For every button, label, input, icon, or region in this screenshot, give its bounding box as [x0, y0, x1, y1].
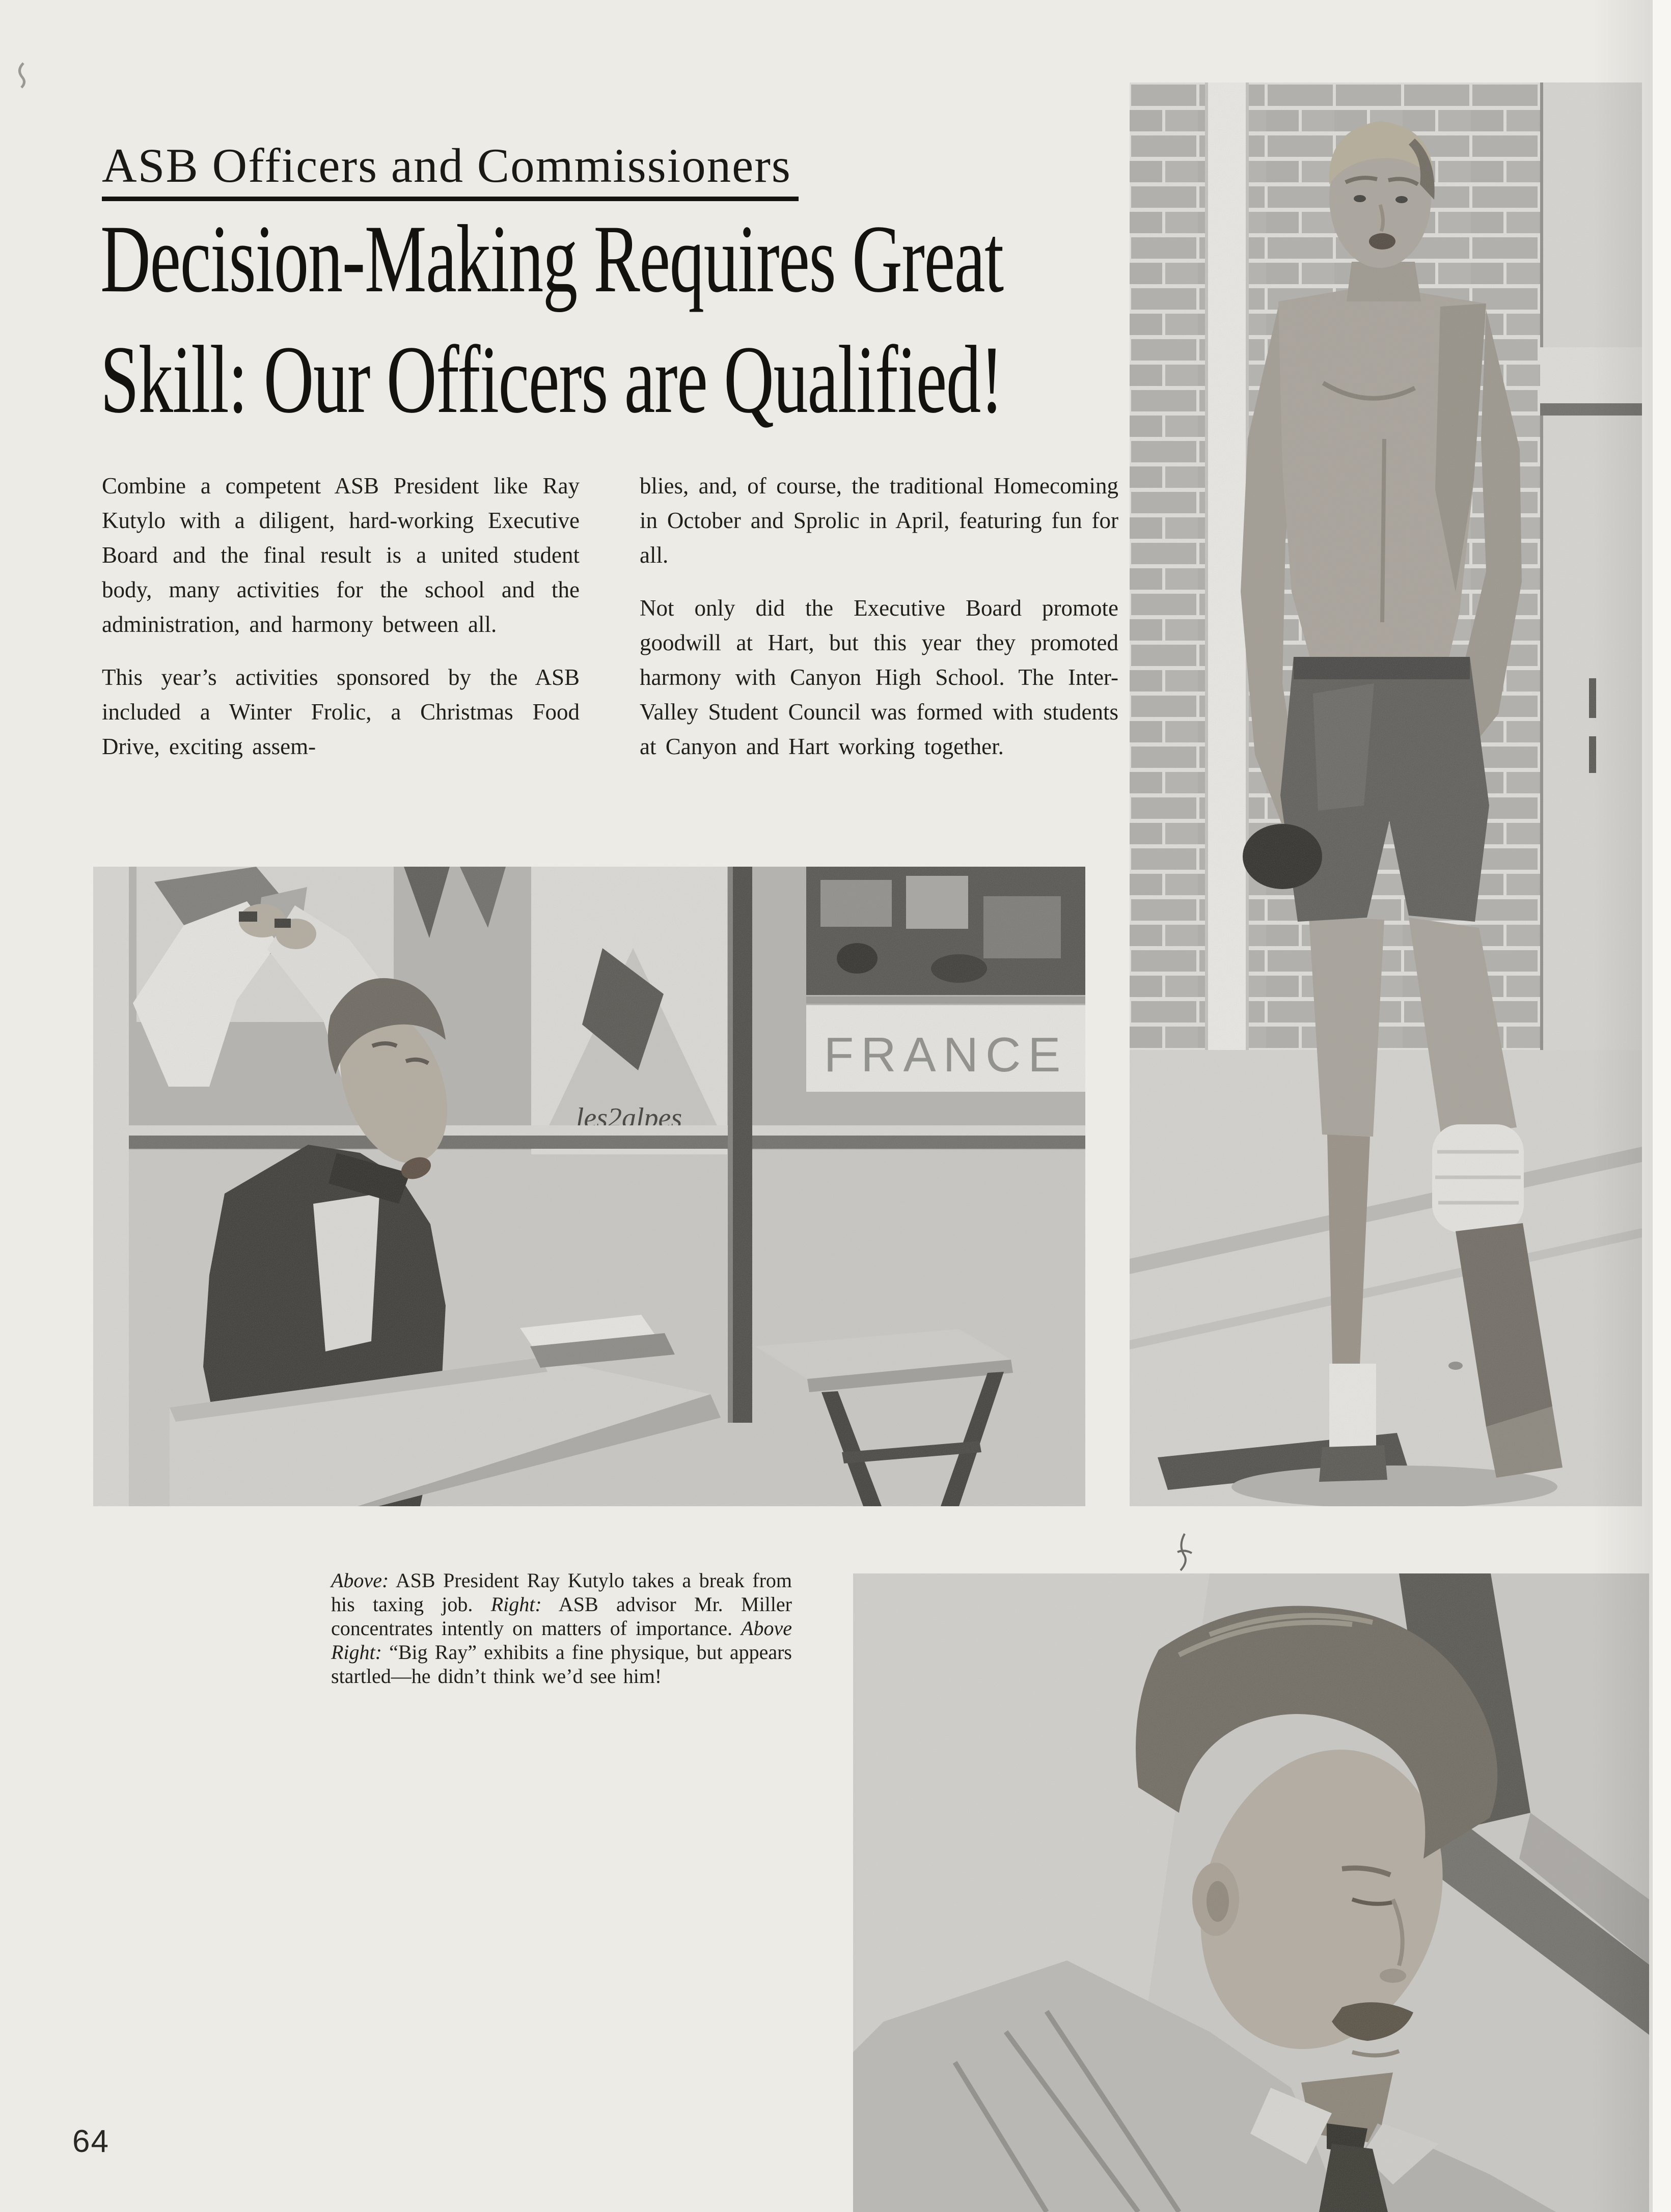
advisor-photo-art	[853, 1573, 1649, 2212]
halftone-grain	[1130, 82, 1642, 1506]
halftone-grain	[93, 867, 1085, 1506]
body-paragraph: Not only did the Executive Board promote goodwill at Hart, but this year they promoted harmony with Canyon High School. The Inter-Valley Student Council was formed with students at Canyon and Hart working together.	[640, 595, 1118, 759]
page-number: 64	[72, 2124, 109, 2159]
scan-speck	[11, 60, 32, 91]
section-kicker: ASB Officers and Commissioners	[102, 138, 799, 201]
physique-photo-art	[1130, 82, 1642, 1506]
scan-squiggle	[1171, 1532, 1197, 1572]
photo-caption	[331, 1568, 792, 1688]
body-paragraph: blies, and, of course, the traditional Homecoming in October and Sprolic in April, featuring fun for all.	[640, 473, 1118, 568]
body-column-left	[102, 468, 580, 782]
caption-label: Above Right:	[331, 1617, 792, 1664]
page-gutter-shadow	[1592, 0, 1653, 2212]
photo-big-ray-physique	[1130, 82, 1642, 1506]
headline-line-1: Decision-Making Requires Great	[100, 206, 1003, 313]
body-paragraph: This year’s activities sponsored by the ASB included a Winter Frolic, a Christmas Food Drive, exciting assem-	[102, 665, 580, 759]
caption-label: Right:	[490, 1593, 542, 1616]
caption-label: Above:	[331, 1569, 389, 1592]
caption-text: ASB advisor Mr. Miller concentrates intently on matters of importance.	[331, 1593, 792, 1640]
body-paragraph: Combine a competent ASB President like Ray Kutylo with a diligent, hard-working Executive Board and the final result is a united student body, many activities for the school and the administration, and harmony between all.	[102, 473, 580, 637]
photo-mr-miller-advisor	[853, 1573, 1649, 2212]
halftone-grain	[853, 1573, 1649, 2212]
caption-text: ASB President Ray Kutylo takes a break from his taxing job.	[331, 1569, 792, 1616]
caption-text: “Big Ray” exhibits a fine physique, but appears startled—he didn’t think we’d see him!	[331, 1641, 792, 1688]
body-column-right	[640, 468, 1118, 782]
headline-line-2: Skill: Our Officers are Qualified!	[100, 326, 1003, 433]
page-edge	[1653, 0, 1671, 2212]
classroom-photo-art	[93, 867, 1085, 1506]
photo-ray-kutylo-classroom	[93, 867, 1085, 1506]
